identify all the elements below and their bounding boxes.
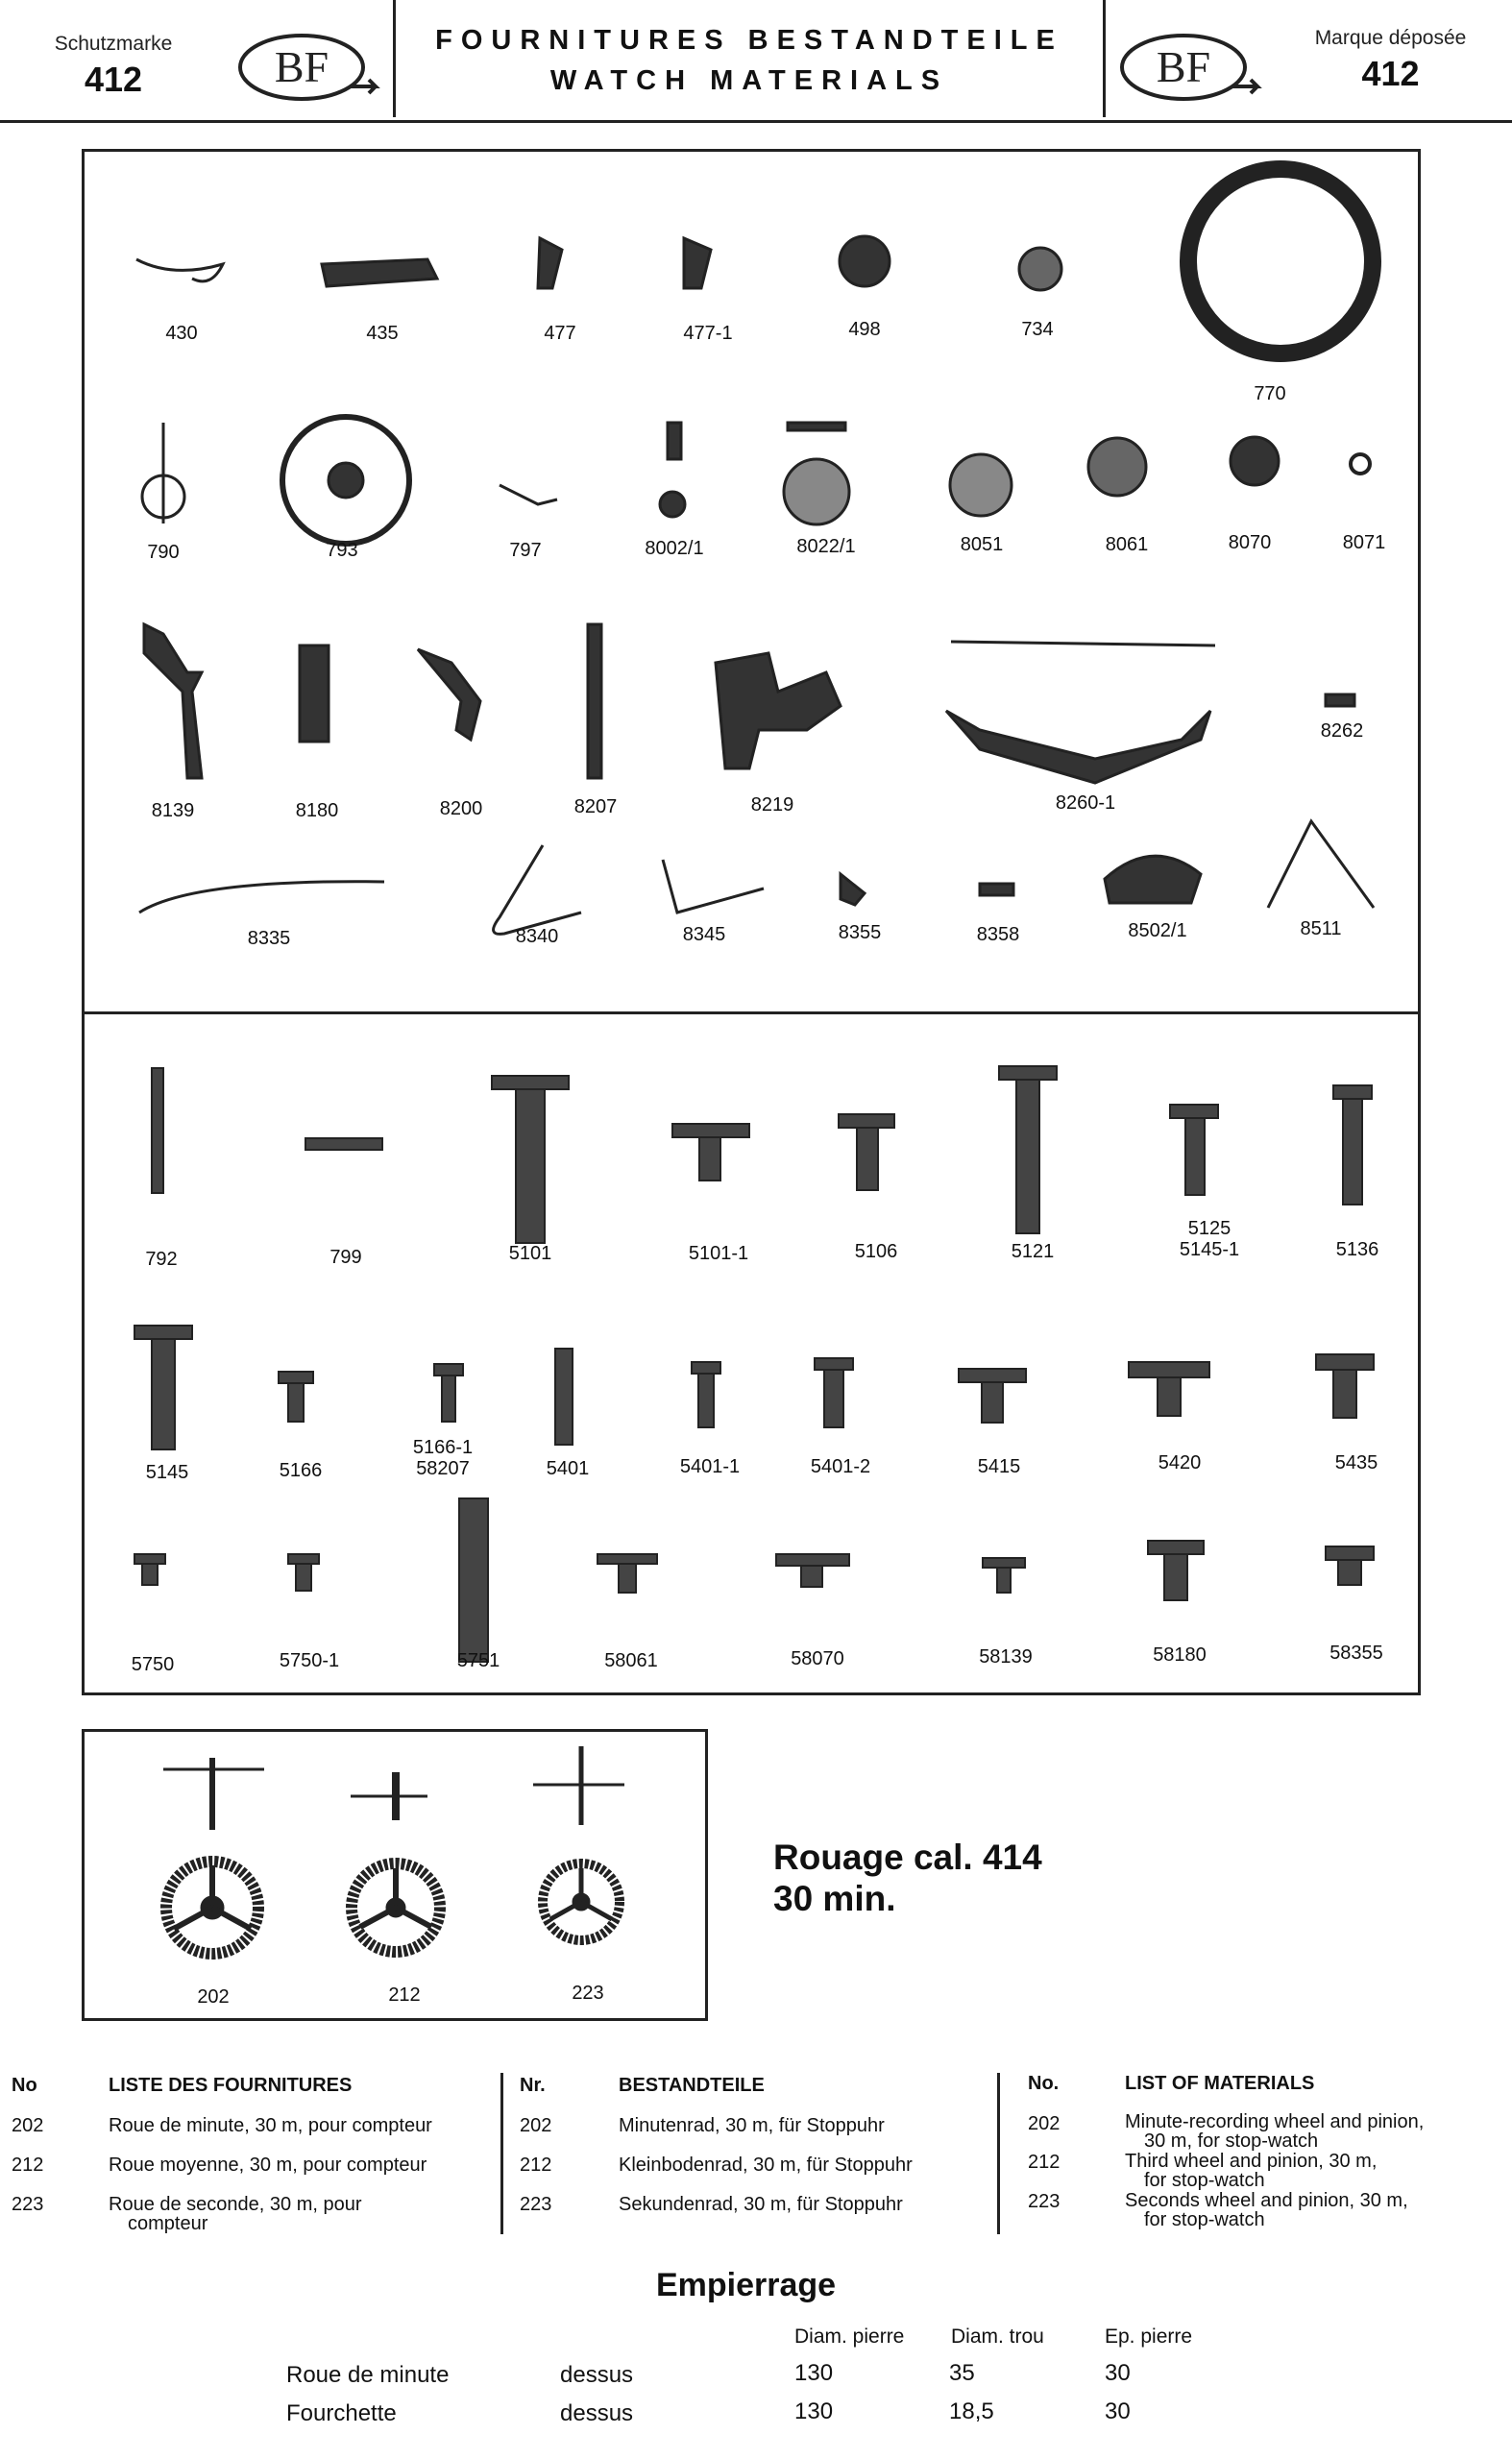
row-text: Seconds wheel and pinion, 30 m, (1125, 2190, 1408, 2211)
rouage-caption (773, 1837, 1042, 1919)
part-797-drawing (500, 485, 557, 504)
row-text-cont: 30 m, for stop-watch (1144, 2130, 1319, 2152)
part-label: 734 (1021, 319, 1054, 340)
row-text-cont: compteur (128, 2213, 208, 2234)
row-no: 212 (12, 2155, 44, 2176)
jewel-row-name: Roue de minute (286, 2362, 450, 2388)
part-5136-drawing (1333, 1085, 1372, 1099)
part-5125-drawing (1170, 1105, 1218, 1118)
row-no: 223 (1028, 2191, 1061, 2212)
row-text: Third wheel and pinion, 30 m, (1125, 2151, 1378, 2172)
wheels-illustrations (82, 1729, 708, 2021)
part-5750-1-drawing (288, 1554, 319, 1564)
wheel-202-drawing (163, 1758, 264, 1954)
part-label: 8345 (682, 924, 726, 945)
part-label: 5106 (854, 1241, 898, 1262)
list-header-de: BESTANDTEILE (619, 2075, 765, 2096)
part-label: 430 (165, 323, 198, 344)
list-header-en: LIST OF MATERIALS (1125, 2073, 1315, 2094)
jewel-diam-trou: 35 (949, 2360, 975, 2386)
part-label: 477-1 (683, 323, 733, 344)
part-label: 5401 (546, 1458, 590, 1479)
header-title-line1: FOURNITURES BESTANDTEILE (435, 25, 1063, 56)
row-text: Minute-recording wheel and pinion, (1125, 2111, 1425, 2132)
wheel-label: 223 (572, 1983, 604, 2004)
row-no: 202 (1028, 2113, 1061, 2134)
no-header-fr: No (12, 2075, 37, 2096)
part-8139-drawing (144, 624, 202, 778)
part-5166-1-drawing (434, 1364, 463, 1376)
jewel-diam-trou: 18,5 (949, 2398, 994, 2424)
row-no: 202 (12, 2115, 44, 2136)
part-435-drawing (322, 259, 437, 286)
svg-text:BF: BF (1156, 42, 1211, 91)
part-label: 8335 (247, 928, 291, 949)
part-label: 8071 (1342, 532, 1386, 553)
part-58180-drawing (1148, 1541, 1204, 1554)
part-label: 792 (145, 1249, 178, 1270)
part-label: 799 (329, 1247, 362, 1268)
col-header: Diam. trou (951, 2325, 1044, 2348)
part-label: 8180 (295, 800, 339, 821)
part-label: 5166 (279, 1460, 323, 1481)
jewel-diam-pierre: 130 (794, 2360, 834, 2386)
part-label: 5166-1 (412, 1437, 474, 1458)
part-5166-drawing (279, 1372, 313, 1383)
part-label: 58061 (604, 1650, 658, 1671)
part-8335-drawing (139, 882, 384, 913)
jewel-ep-pierre: 30 (1105, 2360, 1131, 2386)
rouage-line2: 30 min. (773, 1879, 896, 1918)
part-58061-drawing (597, 1554, 657, 1564)
part-8511-drawing (1268, 821, 1374, 908)
column-separator (997, 2073, 1000, 2234)
row-no: 223 (520, 2194, 552, 2215)
col-header: Ep. pierre (1105, 2325, 1193, 2348)
part-477-1-drawing (684, 238, 711, 288)
part-label: 5145-1 (1179, 1239, 1240, 1260)
part-label: 797 (509, 540, 542, 561)
part-label: 58180 (1153, 1644, 1207, 1666)
part-8002-1-drawing (668, 423, 681, 459)
part-5401-2-drawing (815, 1358, 853, 1370)
header-title-line2: WATCH MATERIALS (549, 65, 949, 96)
jewel-row-pos: dessus (560, 2362, 634, 2388)
row-text-cont: for stop-watch (1144, 2209, 1265, 2230)
part-label: 770 (1254, 383, 1286, 404)
row-text: Roue de seconde, 30 m, pour (109, 2194, 362, 2215)
part-label: 8219 (750, 794, 794, 816)
part-8071-drawing (1351, 454, 1370, 474)
catalog-number-left: 412 (84, 60, 143, 99)
rouage-line1: Rouage cal. 414 (773, 1838, 1042, 1877)
row-text: Roue moyenne, 30 m, pour compteur (109, 2155, 427, 2176)
part-label: 58070 (791, 1648, 844, 1669)
part-label: 5750 (131, 1654, 175, 1675)
part-label: 58207 (416, 1458, 470, 1479)
part-label: 8340 (515, 926, 559, 947)
part-5401-1-drawing (692, 1362, 720, 1374)
part-8260-1-drawing (946, 711, 1210, 783)
part-770-drawing (1188, 169, 1373, 353)
part-5401-drawing (555, 1349, 573, 1445)
part-8345-drawing (663, 860, 764, 913)
part-8340-drawing (494, 845, 581, 934)
no-header-en: No. (1028, 2073, 1060, 2094)
row-text: Roue de minute, 30 m, pour compteur (109, 2115, 432, 2136)
part-label: 5415 (977, 1456, 1021, 1477)
part-label: 5121 (1011, 1241, 1055, 1262)
part-8180-drawing (300, 645, 329, 742)
part-label: 5101 (508, 1243, 552, 1264)
part-label: 5751 (456, 1650, 500, 1671)
part-label: 8262 (1320, 720, 1364, 742)
part-label: 8002/1 (645, 538, 704, 559)
row-text: Sekundenrad, 30 m, für Stoppuhr (619, 2194, 903, 2215)
row-no: 202 (520, 2115, 552, 2136)
part-8022-1-drawing (788, 423, 845, 430)
row-text: Kleinbodenrad, 30 m, für Stoppuhr (619, 2155, 913, 2176)
part-477-drawing (538, 238, 562, 288)
trademark-label-de: Schutzmarke (54, 33, 173, 55)
part-label: 5125 (1187, 1218, 1232, 1239)
part-label: 5101-1 (688, 1243, 749, 1264)
row-text-cont: for stop-watch (1144, 2170, 1265, 2191)
wheel-223-drawing (533, 1746, 624, 1940)
part-label: 5435 (1334, 1452, 1378, 1473)
wheel-label: 212 (388, 1984, 421, 2006)
part-8070-drawing (1231, 437, 1279, 485)
jewel-ep-pierre: 30 (1105, 2398, 1131, 2424)
part-5145-drawing (134, 1326, 192, 1339)
part-label: 8200 (439, 798, 483, 819)
part-label: 477 (544, 323, 576, 344)
part-5106-drawing (839, 1114, 894, 1128)
part-label: 8070 (1228, 532, 1272, 553)
part-792-drawing (152, 1068, 163, 1193)
part-label: 5401-2 (810, 1456, 871, 1477)
trademark-label-fr: Marque déposée (1314, 27, 1467, 49)
no-header-de: Nr. (520, 2075, 546, 2096)
empierrage-title: Empierrage (656, 2267, 837, 2303)
part-5750-drawing (134, 1554, 165, 1564)
svg-text:BF: BF (274, 42, 329, 91)
part-5435-drawing (1316, 1354, 1374, 1370)
part-label: 5420 (1158, 1452, 1202, 1473)
part-8061-drawing (1088, 438, 1146, 496)
part-label: 8061 (1105, 534, 1149, 555)
list-header-fr: LISTE DES FOURNITURES (109, 2075, 353, 2096)
part-430-drawing (136, 259, 223, 281)
part-label: 435 (366, 323, 399, 344)
part-label: 5401-1 (679, 1456, 741, 1477)
part-label: 58355 (1329, 1643, 1383, 1664)
part-58070-drawing (776, 1554, 849, 1566)
part-label: 5145 (145, 1462, 189, 1483)
part-5121-drawing (999, 1066, 1057, 1080)
part-8200-drawing (418, 649, 480, 740)
part-734-drawing (1019, 248, 1061, 290)
part-5101-drawing (492, 1076, 569, 1089)
part-799-drawing (305, 1138, 382, 1150)
part-label: 5750-1 (279, 1650, 340, 1671)
row-text: Minutenrad, 30 m, für Stoppuhr (619, 2115, 885, 2136)
jewel-row-pos: dessus (560, 2400, 634, 2426)
jewel-diam-pierre: 130 (794, 2398, 834, 2424)
part-5420-drawing (1129, 1362, 1209, 1377)
column-separator (500, 2073, 503, 2234)
part-8358-drawing (980, 884, 1013, 895)
part-8207-drawing (588, 624, 601, 778)
row-no: 223 (12, 2194, 44, 2215)
part-8219-drawing (716, 653, 841, 768)
part-label: 793 (326, 540, 358, 561)
part-8502-1-drawing (1105, 856, 1201, 903)
part-label: 5136 (1335, 1239, 1379, 1260)
part-5415-drawing (959, 1369, 1026, 1382)
wheel-label: 202 (197, 1986, 230, 2008)
part-label: 8355 (838, 922, 882, 943)
part-58139-drawing (983, 1558, 1025, 1568)
part-8262-drawing (1326, 694, 1354, 706)
part-label: 790 (147, 542, 180, 563)
part-label: 8511 (1300, 918, 1342, 939)
part-label: 58139 (979, 1646, 1033, 1668)
part-label: 498 (848, 319, 881, 340)
part-8355-drawing (841, 874, 865, 905)
part-5101-1-drawing (672, 1124, 749, 1137)
part-label: 8022/1 (796, 536, 856, 557)
part-label: 8051 (960, 534, 1004, 555)
part-8051-drawing (950, 454, 1012, 516)
part-label: 8502/1 (1128, 920, 1187, 941)
part-5751-drawing (459, 1498, 488, 1662)
row-no: 212 (520, 2155, 552, 2176)
col-header: Diam. pierre (794, 2325, 905, 2348)
row-no: 212 (1028, 2152, 1061, 2173)
part-498-drawing (840, 236, 890, 286)
part-label: 8358 (976, 924, 1020, 945)
part-label: 8207 (573, 796, 618, 817)
part-58355-drawing (1326, 1546, 1374, 1560)
part-label: 8139 (151, 800, 195, 821)
catalog-number-right: 412 (1361, 54, 1420, 93)
part-label: 8260-1 (1055, 792, 1116, 814)
wheel-212-drawing (351, 1772, 440, 1952)
jewel-row-name: Fourchette (286, 2400, 397, 2426)
